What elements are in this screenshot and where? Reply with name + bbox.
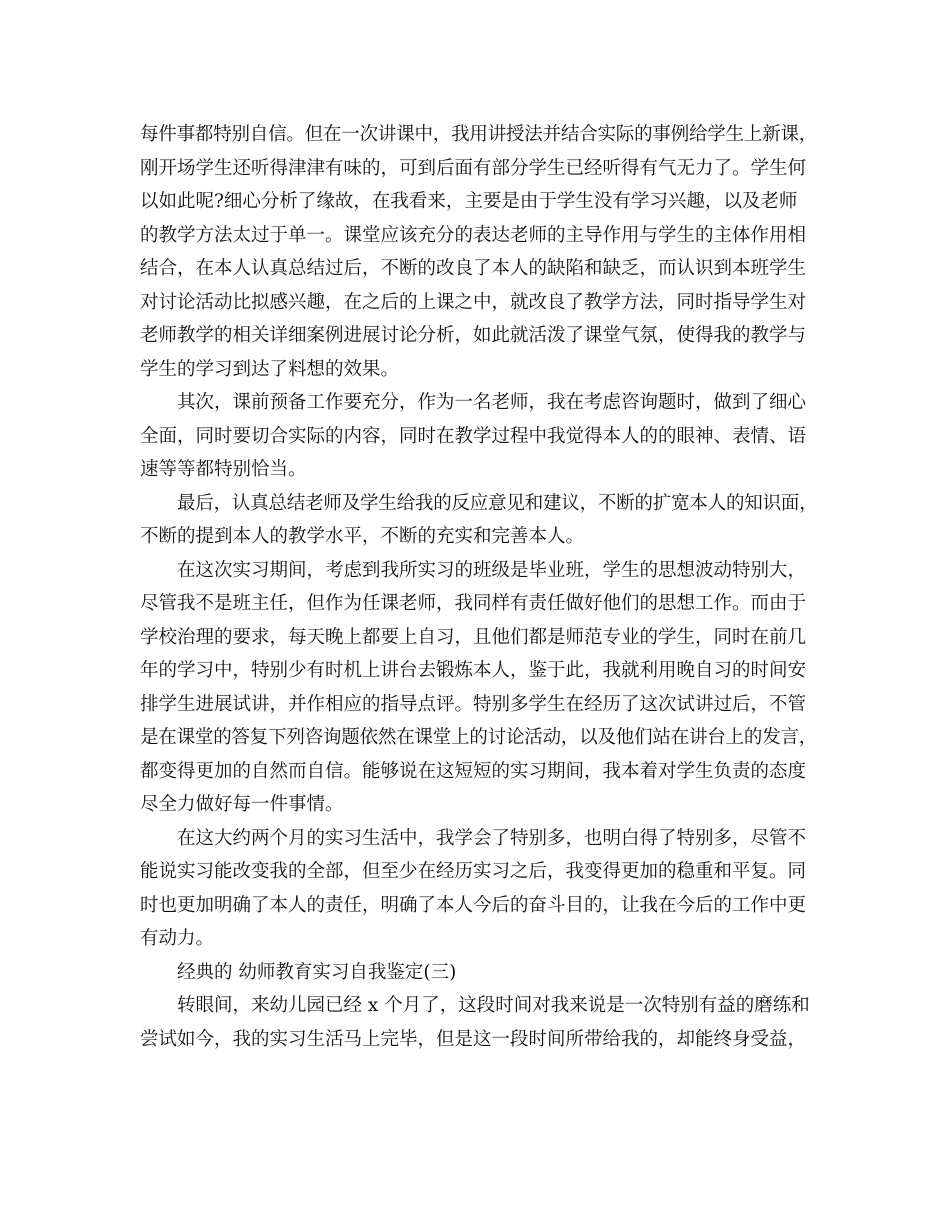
text-line: 速等等都特别恰当。 [140,459,307,480]
paragraph-start-line: 在这大约两个月的实习生活中，我学会了特别多，也明白得了特别多，尽管不 [177,827,807,849]
text-line: 结合，在本人认真总结过后，不断的改良了本人的缺陷和缺乏，而认识到本班学生 [140,258,807,279]
text-line: 时也更加明确了本人的责任，明确了本人今后的奋斗目的，让我在今后的工作中更 [140,894,807,916]
text-line: 对讨论活动比拟感兴趣，在之后的上课之中，就改良了教学方法，同时指导学生对 [140,291,807,313]
paragraph-start-line: 在这次实习期间，考虑到我所实习的班级是毕业班，学生的思想波动特别大， [177,559,807,581]
text-line: 以如此呢?细心分析了缘故，在我看来，主要是由于学生没有学习兴趣，以及老师 [140,191,798,212]
text-line: 年的学习中，特别少有时机上讲台去锻炼本人，鉴于此，我就利用晚自习的时间安 [140,660,807,681]
text-line: 尝试如今，我的实习生活马上完毕，但是这一段时间所带给我的，却能终身受益， [140,1028,807,1050]
text-line: 都变得更加的自然而自信。能够说在这短短的实习期间，我本着对学生负责的态度 [140,760,807,782]
text-line: 能说实习能改变我的全部，但至少在经历实习之后，我变得更加的稳重和平复。同 [140,861,807,882]
section-heading: 经典的 幼师教育实习自我鉴定(三) [177,961,457,983]
text-line: 是在课堂的答复下列咨询题依然在课堂上的讨论活动，以及他们站在讲台上的发言， [140,727,818,748]
text-line: 排学生进展试讲，并作相应的指导点评。特别多学生在经历了这次试讲过后，不管 [140,693,807,715]
text-line: 学校治理的要求，每天晚上都要上自习，且他们都是师范专业的学生，同时在前几 [140,626,807,648]
paragraph-start-line: 转眼间，来幼儿园已经 x 个月了，这段时间对我来说是一次特别有益的磨练和 [177,995,810,1016]
text-line: 刚开场学生还听得津津有味的，可到后面有部分学生已经听得有气无力了。学生何 [140,157,807,179]
text-line: 尽管我不是班主任，但作为任课老师，我同样有责任做好他们的思想工作。而由于 [140,593,807,614]
text-line: 老师教学的相关详细案例进展讨论分析，如此就活泼了课堂气氛，使得我的教学与 [140,325,807,346]
text-line: 有动力。 [140,928,215,949]
text-line: 全面，同时要切合实际的内容，同时在教学过程中我觉得本人的的眼神、表情、语 [140,425,807,447]
text-line: 尽全力做好每一件事情。 [140,794,344,815]
text-line: 不断的提到本人的教学水平，不断的充实和完善本人。 [140,526,585,547]
document-body [140,118,820,1056]
paragraph-start-line: 其次，课前预备工作要充分，作为一名老师，我在考虑咨询题时，做到了细心 [177,392,807,413]
paragraph-start-line: 最后，认真总结老师及学生给我的反应意见和建议，不断的扩宽本人的知识面， [177,492,818,514]
text-line: 的教学方法太过于单一。课堂应该充分的表达老师的主导作用与学生的主体作用相 [140,224,807,246]
text-line: 学生的学习到达了料想的效果。 [140,358,400,380]
text-line: 每件事都特别自信。但在一次讲课中，我用讲授法并结合实际的事例给学生上新课， [140,124,818,145]
